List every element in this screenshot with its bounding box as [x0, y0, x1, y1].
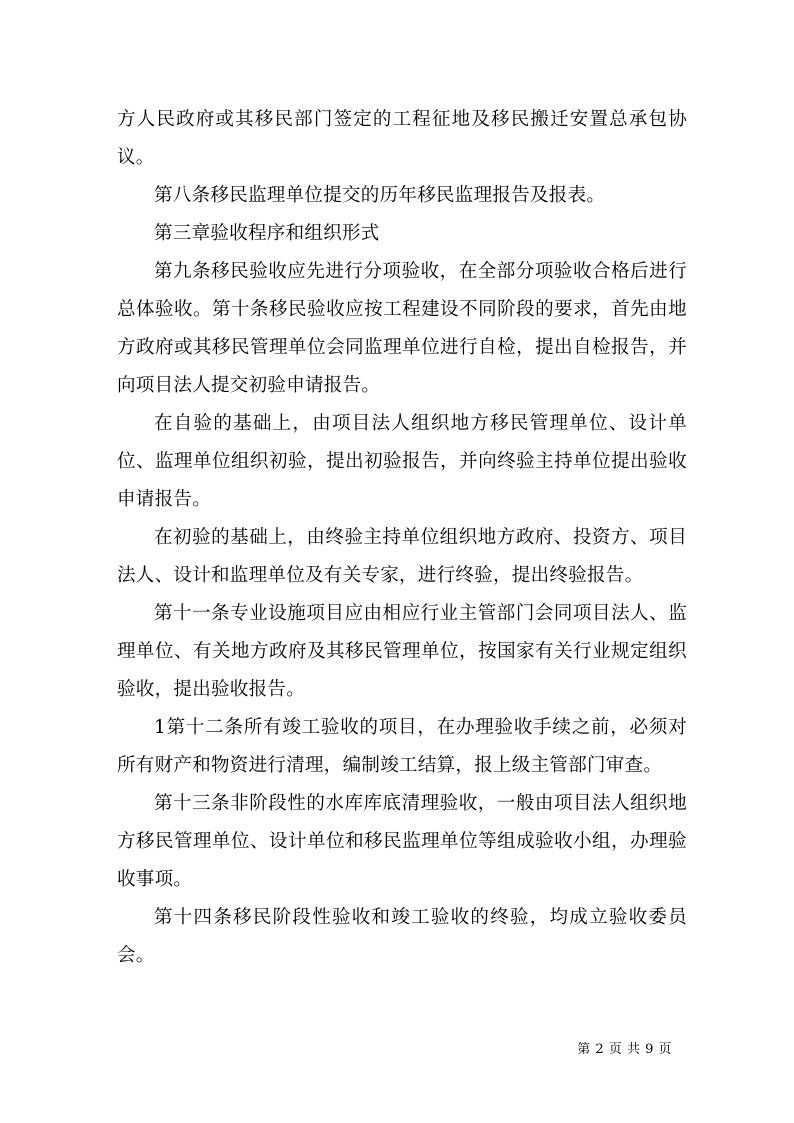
paragraph: 1第十二条所有竣工验收的项目，在办理验收手续之前，必须对所有财产和物资进行清理，编制竣工结算，报上级主管部门审查。: [117, 717, 687, 776]
paragraph: 在自验的基础上，由项目法人组织地方移民管理单位、设计单位、监理单位组织初验，提出初验报告，并向终验主持单位提出验收申请报告。: [117, 413, 687, 510]
paragraph: 第十三条非阶段性的水库库底清理验收，一般由项目法人组织地方移民管理单位、设计单位和移民监理单位等组成验收小组，办理验收事项。: [117, 793, 687, 890]
paragraph: 第九条移民验收应先进行分项验收，在全部分项验收合格后进行总体验收。第十条移民验收应按工程建设不同阶段的要求，首先由地方政府或其移民管理单位会同监理单位进行自检，提出自检报告，并向项目法人提交初验申请报告。: [117, 261, 687, 396]
document-body: [117, 101, 687, 975]
paragraph: 第十一条专业设施项目应由相应行业主管部门会同项目法人、监理单位、有关地方政府及其移民管理单位，按国家有关行业规定组织验收，提出验收报告。: [117, 603, 687, 700]
page-number: 第 2 页 共 9 页: [577, 1042, 672, 1057]
paragraph: 方人民政府或其移民部门签定的工程征地及移民搬迁安置总承包协议。: [117, 109, 687, 168]
chapter-heading: 第三章验收程序和组织形式: [154, 223, 380, 244]
paragraph: 在初验的基础上，由终验主持单位组织地方政府、投资方、项目法人、设计和监理单位及有关专家，进行终验，提出终验报告。: [117, 527, 687, 586]
paragraph: 第八条移民监理单位提交的历年移民监理报告及报表。: [154, 185, 606, 206]
paragraph: 第十四条移民阶段性验收和竣工验收的终验，均成立验收委员会。: [117, 907, 687, 966]
